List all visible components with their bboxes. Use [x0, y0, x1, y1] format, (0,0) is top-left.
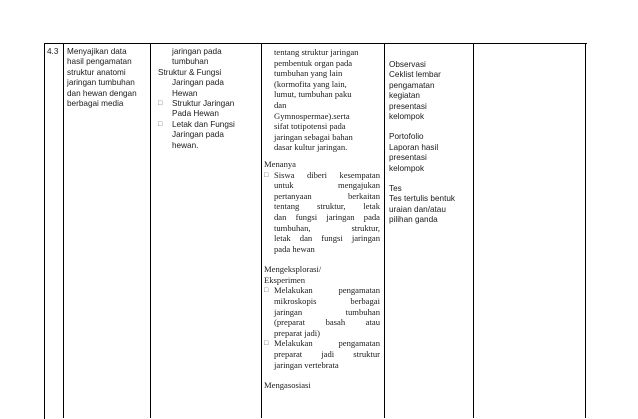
section-title-asosiasi: Mengasosiasi [264, 380, 311, 391]
text-line: presentasi [389, 101, 427, 111]
text-line: jaringan pada [172, 47, 222, 56]
text-line: Laporan hasil [389, 142, 439, 152]
text-line: kegiatan [389, 91, 420, 101]
text-line: pilihan ganda [389, 215, 438, 225]
text-line: Gymnospermae).serta [274, 110, 350, 121]
square-bullet-icon: □ [158, 120, 163, 128]
text-line: pengamatan [389, 80, 435, 90]
competency-number: 4.3 [47, 47, 59, 56]
text-line: dasar kultur jaringan. [274, 142, 348, 153]
column-divider [384, 43, 385, 418]
text-line: Hewan [172, 88, 198, 98]
text-line: kelompok [389, 112, 425, 122]
text-line: Jaringan pada [172, 78, 224, 88]
text-line: Ceklist lembar [389, 70, 441, 80]
text-line: tumbuhan yang lain [274, 68, 343, 79]
learning-activities [264, 47, 380, 391]
square-bullet-icon: □ [158, 100, 163, 108]
material-item: □ Letak dan Fungsi Jaringan pada hewan. [158, 119, 235, 150]
section-title-eksplorasi: Eksperimen [264, 274, 306, 285]
assessment [389, 60, 471, 226]
material-item: □ Struktur Jaringan Pada Hewan [158, 99, 235, 119]
text-line: dan [274, 99, 287, 110]
activity-item: □ Siswa diberi kesempatan untuk mengajukan pertanyaan berkaitan tentang struktur, letak dan fungsi jaringan pada tumbuhan, struktur, letak dan fungsi jaringan pada hewan [264, 169, 380, 254]
column-divider [150, 43, 151, 418]
text-line: lumut, tumbuhan paku [274, 89, 352, 100]
learning-material [158, 47, 258, 151]
text-line: pembentuk organ pada [274, 57, 353, 68]
material-heading: Struktur & Fungsi [158, 67, 222, 77]
text-line: dan hewan dengan [67, 88, 137, 98]
text-line: jaringan tumbuhan [67, 78, 135, 88]
activity-item: □ Melakukan pengamatan preparat jadi struktur jaringan vertebrata [264, 338, 380, 370]
text-line: Menyajikan data [67, 47, 127, 56]
section-title-eksplorasi: Mengeksplorasi/ [264, 264, 322, 275]
assessment-observasi-title: Observasi [389, 60, 426, 69]
competency-description [67, 47, 147, 109]
square-bullet-icon: □ [264, 286, 269, 295]
square-bullet-icon: □ [264, 170, 269, 179]
activity-item: □ Melakukan pengamatan mikroskopis berbagai jaringan tumbuhan (preparat basah atau preparat jadi) [264, 285, 380, 338]
section-title-menanya: Menanya [264, 158, 296, 169]
column-divider [63, 43, 64, 418]
text-line: jaringan sebagai bahan [274, 131, 353, 142]
column-divider [261, 43, 262, 418]
square-bullet-icon: □ [264, 339, 269, 348]
text-line: struktur anatomi [67, 67, 126, 77]
text-line: (kormofita yang lain, [274, 78, 347, 89]
text-line: tumbuhan [172, 57, 209, 67]
text-line: sifat totipotensi pada [274, 121, 346, 132]
assessment-tes-title: Tes [389, 184, 402, 194]
assessment-portofolio-title: Portofolio [389, 132, 424, 142]
column-divider [585, 43, 586, 418]
column-divider [473, 43, 474, 418]
text-line: presentasi [389, 153, 427, 163]
text-line: uraian dan/atau [389, 204, 446, 214]
text-line: tentang struktur jaringan [274, 47, 359, 57]
text-line: Tes tertulis bentuk [389, 194, 455, 204]
text-line: hasil pengamatan [67, 57, 132, 67]
text-line: kelompok [389, 163, 425, 173]
text-line: berbagai media [67, 99, 124, 109]
